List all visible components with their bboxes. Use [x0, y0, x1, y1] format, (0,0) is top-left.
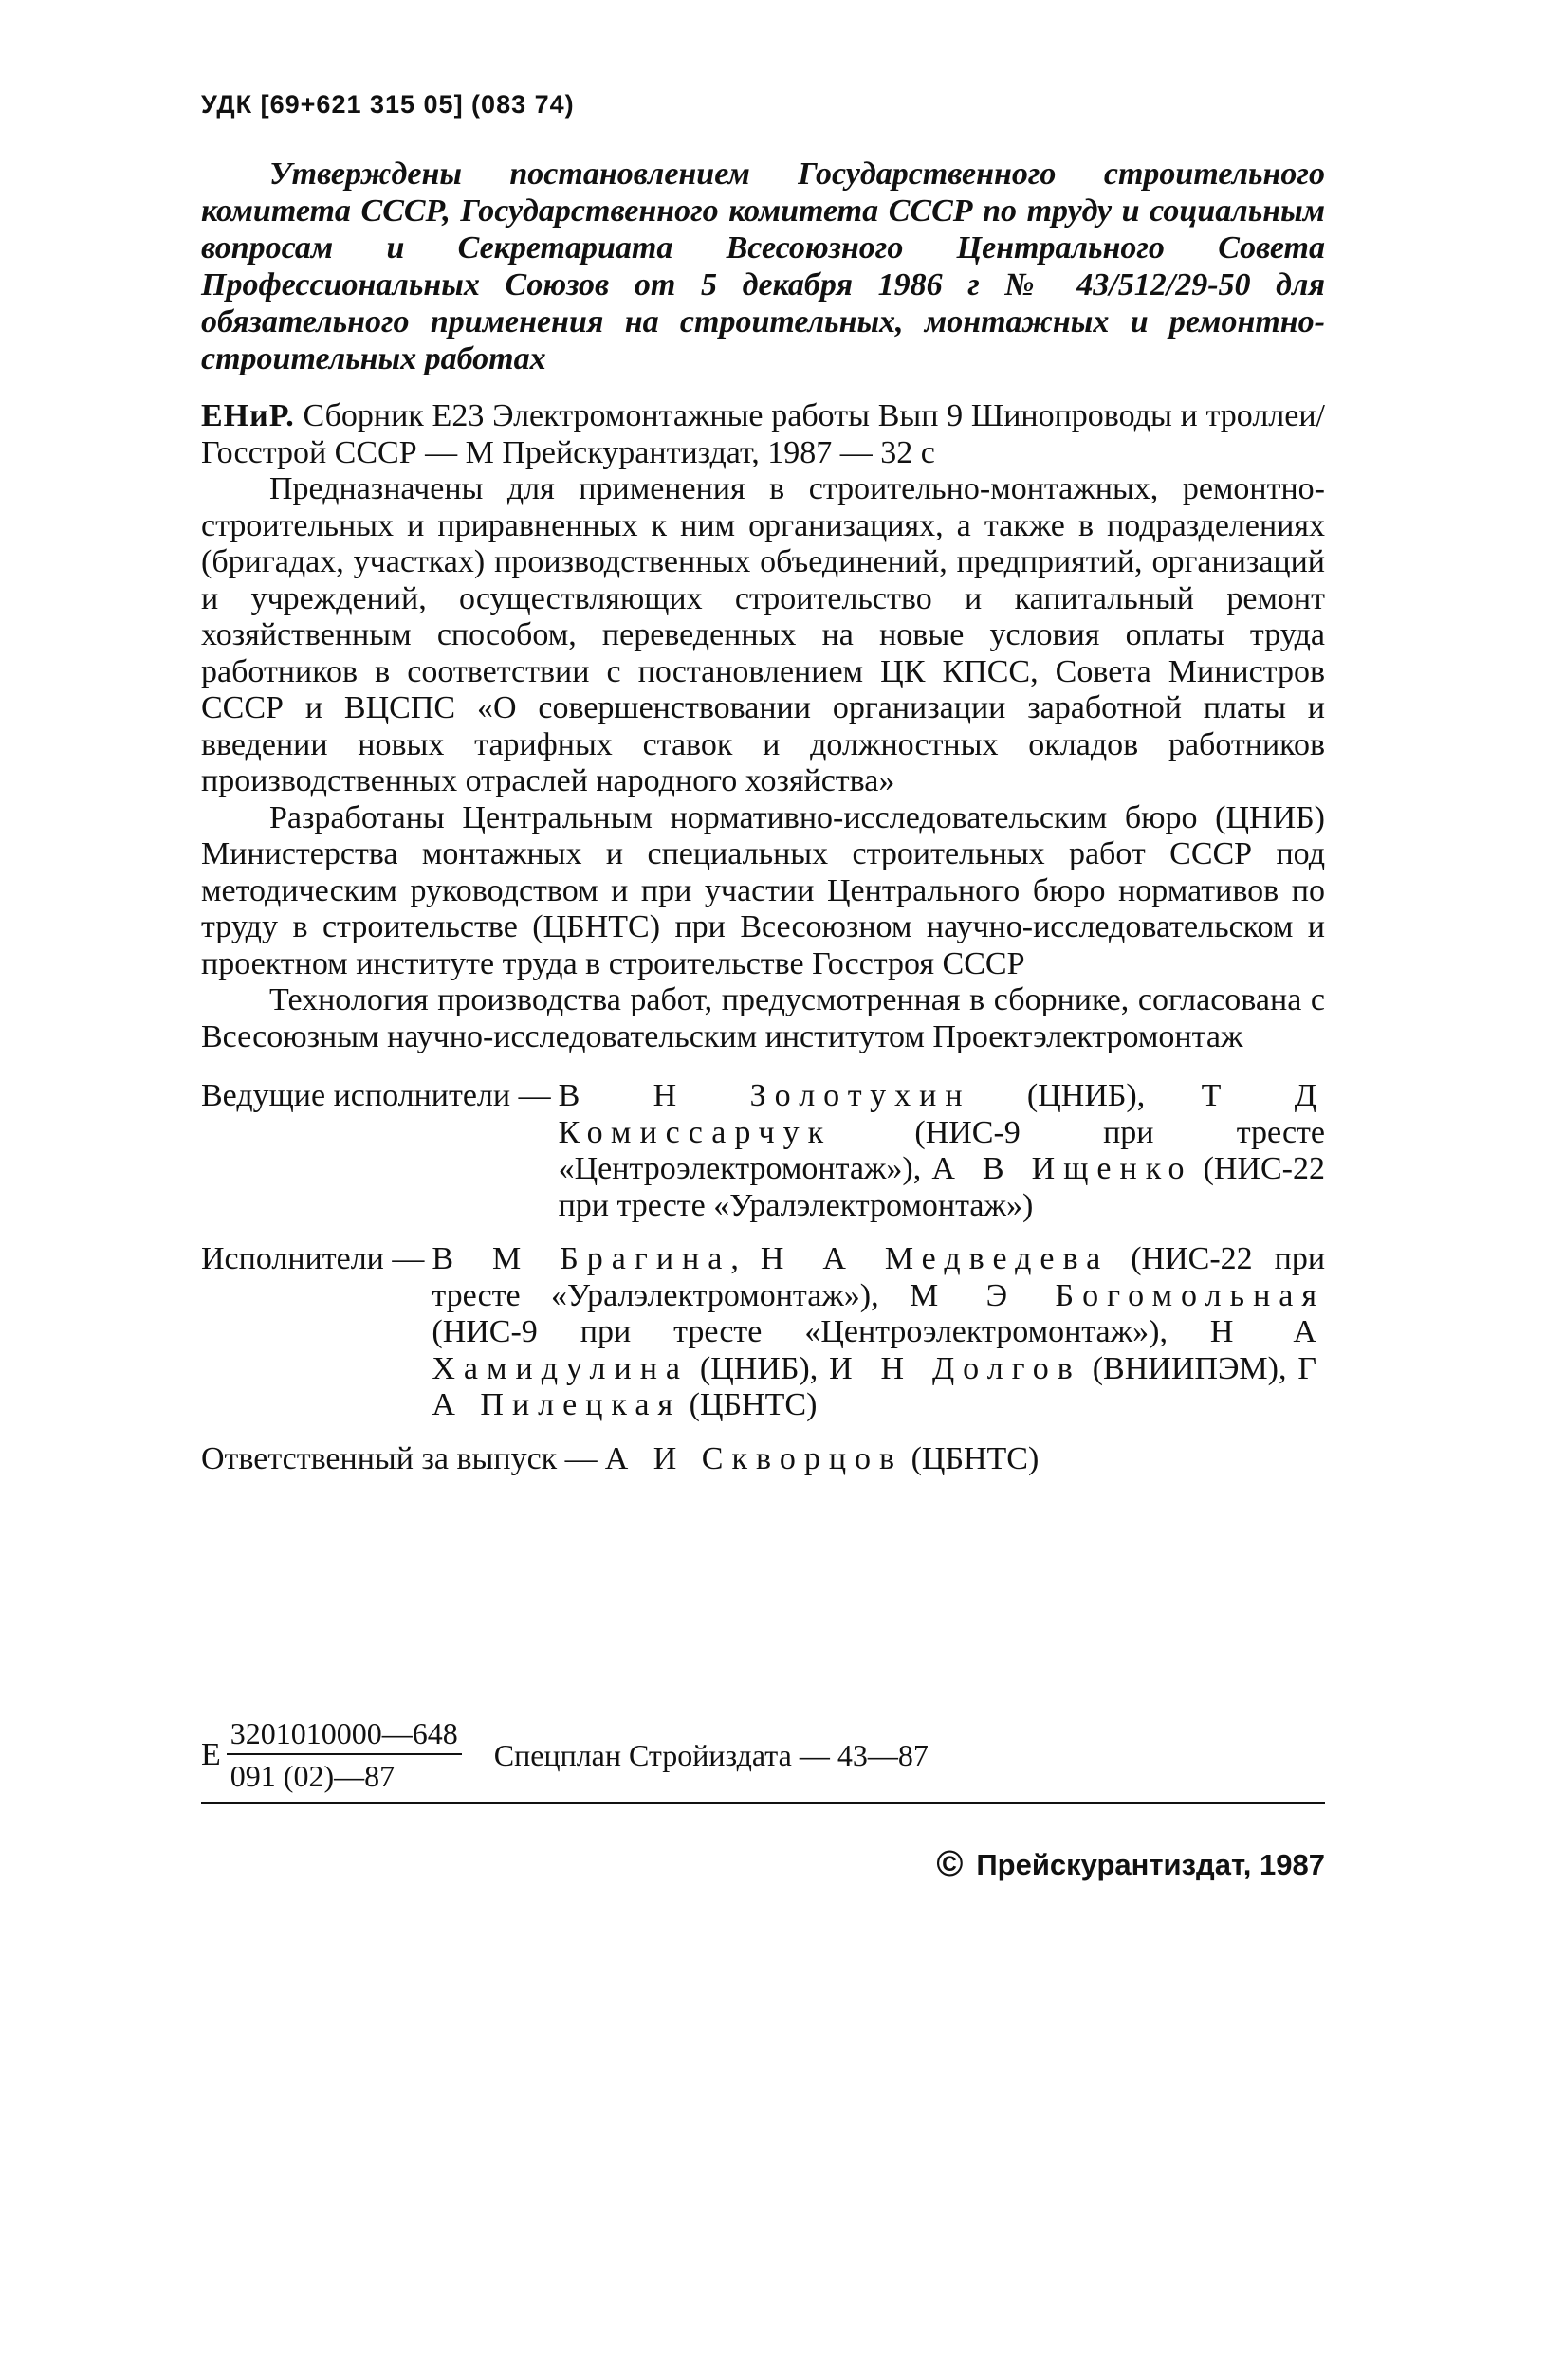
person-org: (НИС-9 при тресте «Центроэлектромонтаж»),: [558, 1114, 1325, 1186]
udc-code: УДК [69+621 315 05] (083 74): [201, 90, 575, 119]
document-page: [201, 90, 1325, 1494]
developers-paragraph: Разработаны Центральным нормативно-исследовательским бюро (ЦНИБ) Министерства монтажных и специальных строительных работ СССР под методическим руководством и при участии Центрального бюро нормативов по труду в строительстве (ЦБНТС) при Всесоюзном научно-исследовательском и проектном институте труда в строительстве Госстроя СССР: [201, 799, 1325, 981]
catalog-letter: Е: [201, 1737, 221, 1772]
approval-statement: Утверждены постановлением Государственного строительного комитета СССР, Государственного комитета СССР по труду и социальным вопросам и Секретариата Всесоюзного Центрального Совета Профессиональных Союзов от 5 декабря 1986 г № 43/512/29-50 для обязательного применения на строительных, монтажных и ремонтно-строительных работах: [201, 156, 1325, 376]
catalog-plan: Спецплан Стройиздата — 43—87: [493, 1737, 929, 1772]
copyright-notice: [936, 1844, 1325, 1885]
catalog-index: [201, 1716, 1325, 1794]
person-name: Н А Хамидулина: [432, 1314, 1325, 1386]
copyright-text: Прейскурантиздат, 1987: [976, 1847, 1325, 1881]
purpose-paragraph: Предназначены для применения в строительно-монтажных, ремонтно-строительных и приравненных к ним организациях, а также в подразделениях (бригадах, участках) производственных объединений, предприятий, организаций и учреждений, осуществляющих строительство и капитальный ремонт хозяйственным способом, переведенных на новые условия оплаты труда работников в соответствии с постановлением ЦК КПСС, Совета Министров СССР и ВЦСПС «О совершенствовании организации заработной платы и введении новых тарифных ставок и должностных окладов работников производственных отраслей народного хозяйства»: [201, 471, 1325, 798]
person-org: (ВНИИПЭМ),: [1080, 1350, 1298, 1386]
catalog-numerator: 3201010000—648: [227, 1716, 462, 1755]
person-name: В Н Золотухин: [558, 1078, 971, 1113]
catalog-fraction: [227, 1716, 462, 1794]
executors-row: [201, 1241, 1325, 1424]
responsible-label: Ответственный за выпуск —: [201, 1440, 598, 1476]
citation-text: Сборник Е23 Электромонтажные работы Вып 9 Шинопроводы и троллеи/Госстрой СССР — М Прейскурантиздат, 1987 — 32 с: [201, 398, 1325, 470]
person-name: А В Ищенко: [931, 1151, 1193, 1186]
lead-executors-list: [559, 1078, 1325, 1224]
responsible-row: [201, 1441, 1325, 1478]
executors-label: Исполнители —: [201, 1241, 425, 1276]
person-org: ,: [730, 1241, 761, 1276]
person-org: (ЦБНТС): [681, 1387, 818, 1422]
person-org: (ЦНИБ),: [970, 1078, 1202, 1113]
bibliographic-citation: [201, 398, 1325, 471]
executors-list: [432, 1241, 1325, 1424]
copyright-icon: ©: [936, 1844, 964, 1884]
person-org: (ЦБНТС): [903, 1440, 1040, 1476]
lead-executors-label: Ведущие исполнители —: [201, 1078, 551, 1113]
person-name: В М Брагина: [432, 1241, 731, 1276]
credits-section: [201, 1078, 1325, 1477]
person-name: И Н Долгов: [829, 1350, 1081, 1386]
responsible-list: [605, 1441, 1040, 1478]
person-name: М Э Богомольная: [910, 1277, 1325, 1313]
technology-paragraph: Технология производства работ, предусмотренная в сборнике, согласована с Всесоюзным научно-исследовательским институтом Проектэлектромонтаж: [201, 982, 1325, 1054]
person-name: Т Д Комиссарчук: [558, 1078, 1325, 1150]
person-org: (НИС-9 при тресте «Центроэлектромонтаж»),: [432, 1314, 1210, 1349]
person-org: (НИС-22 при тресте «Уралэлектромонтаж»),: [432, 1241, 1326, 1313]
person-org: (НИС-22 при тресте «Уралэлектромонтаж»): [558, 1151, 1325, 1223]
person-name: Г А Пилецкая: [432, 1350, 1325, 1422]
person-name: А И Скворцов: [604, 1440, 904, 1476]
citation-abbreviation: ЕНиР.: [201, 398, 295, 433]
lead-executors-row: [201, 1078, 1325, 1224]
person-name: Н А Медведева: [760, 1241, 1110, 1276]
divider-line: [201, 1802, 1325, 1804]
catalog-denominator: 091 (02)—87: [230, 1759, 396, 1793]
person-org: (ЦНИБ),: [688, 1350, 830, 1386]
